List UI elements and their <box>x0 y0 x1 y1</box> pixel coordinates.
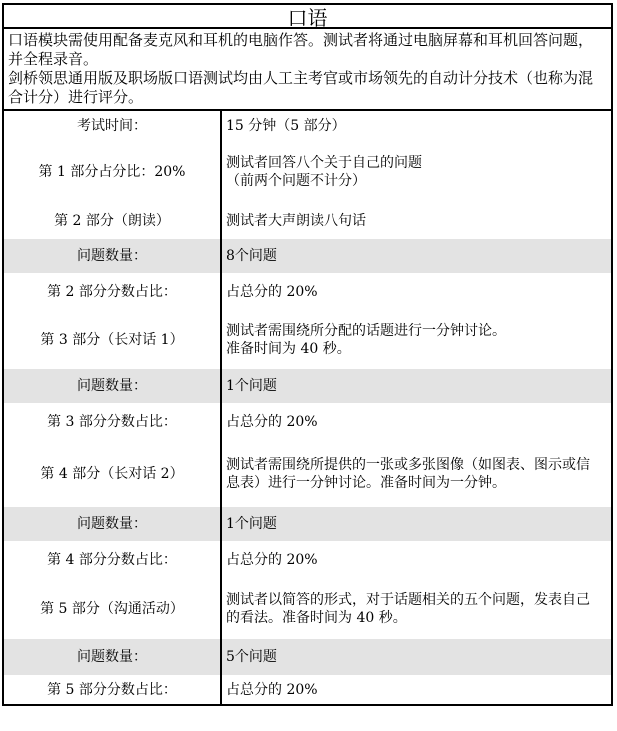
table-row <box>3 403 612 441</box>
row-value <box>221 239 612 273</box>
table-row <box>3 507 612 541</box>
row-value <box>221 507 612 541</box>
row-value-line: 占总分的 20% <box>226 681 318 698</box>
row-label: 第 4 部分（长对话 2） <box>3 441 221 507</box>
row-label: 问题数量： <box>3 239 221 273</box>
table-row <box>3 541 612 579</box>
row-label: 第 2 部分（朗读） <box>3 203 221 239</box>
row-value-line: 占总分的 20% <box>226 284 318 300</box>
row-value <box>221 639 612 675</box>
row-label: 问题数量： <box>3 369 221 403</box>
row-value <box>221 311 612 369</box>
speaking-info-table <box>2 111 613 706</box>
row-value-line: 占总分的 20% <box>226 552 318 568</box>
table-row <box>3 111 612 141</box>
row-value-line: 测试者大声朗读八句话 <box>226 213 366 229</box>
table-row <box>3 239 612 273</box>
row-label: 第 1 部分占分比：20% <box>3 141 221 203</box>
section-title: 口语 <box>2 3 613 29</box>
row-value-line: 8个问题 <box>226 248 277 264</box>
table-row <box>3 441 612 507</box>
intro-block <box>2 29 613 111</box>
table-row <box>3 675 612 705</box>
row-value-line: 测试者需围绕所提供的一张或多张图像（如图表、图示或信息表）进行一分钟讨论。准备时间为一分钟。 <box>226 457 590 491</box>
row-value <box>221 441 612 507</box>
row-value <box>221 273 612 311</box>
intro-paragraph-1: 口语模块需使用配备麦克风和耳机的电脑作答。测试者将通过电脑屏幕和耳机回答问题，并全程录音。 <box>8 31 594 68</box>
table-row <box>3 273 612 311</box>
row-value <box>221 111 612 141</box>
intro-paragraph-2: 剑桥领思通用版及职场版口语测试均由人工主考官或市场领先的自动计分技术（也称为混合计分）进行评分。 <box>8 69 594 106</box>
row-label: 第 5 部分分数占比： <box>3 675 221 705</box>
table-row <box>3 579 612 639</box>
row-label: 问题数量： <box>3 639 221 675</box>
row-label: 第 5 部分（沟通活动） <box>3 579 221 639</box>
row-label: 考试时间： <box>3 111 221 141</box>
row-value-line: （前两个问题不计分） <box>226 173 366 189</box>
row-label: 第 3 部分分数占比： <box>3 403 221 441</box>
row-value <box>221 675 612 705</box>
row-value-line: 测试者需围绕所分配的话题进行一分钟讨论。 <box>226 323 506 339</box>
row-label: 第 3 部分（长对话 1） <box>3 311 221 369</box>
table-row <box>3 369 612 403</box>
row-label: 问题数量： <box>3 507 221 541</box>
speaking-document <box>2 3 613 706</box>
row-label: 第 2 部分分数占比： <box>3 273 221 311</box>
row-value <box>221 541 612 579</box>
table-row <box>3 141 612 203</box>
row-value <box>221 579 612 639</box>
row-value <box>221 369 612 403</box>
row-label: 第 4 部分分数占比： <box>3 541 221 579</box>
row-value-line: 5个问题 <box>226 649 277 665</box>
row-value <box>221 403 612 441</box>
row-value-line: 1个问题 <box>226 516 277 532</box>
row-value-line: 准备时间为 40 秒。 <box>226 341 351 357</box>
row-value-line: 15 分钟（5 部分） <box>226 118 346 134</box>
table-row <box>3 639 612 675</box>
row-value <box>221 141 612 203</box>
row-value-line: 1个问题 <box>226 378 277 394</box>
table-row <box>3 311 612 369</box>
row-value-line: 测试者回答八个关于自己的问题 <box>226 155 422 171</box>
row-value-line: 测试者以简答的形式，对于话题相关的五个问题，发表自己的看法。准备时间为 40 秒。 <box>226 592 590 626</box>
row-value <box>221 203 612 239</box>
row-value-line: 占总分的 20% <box>226 414 318 430</box>
table-row <box>3 203 612 239</box>
